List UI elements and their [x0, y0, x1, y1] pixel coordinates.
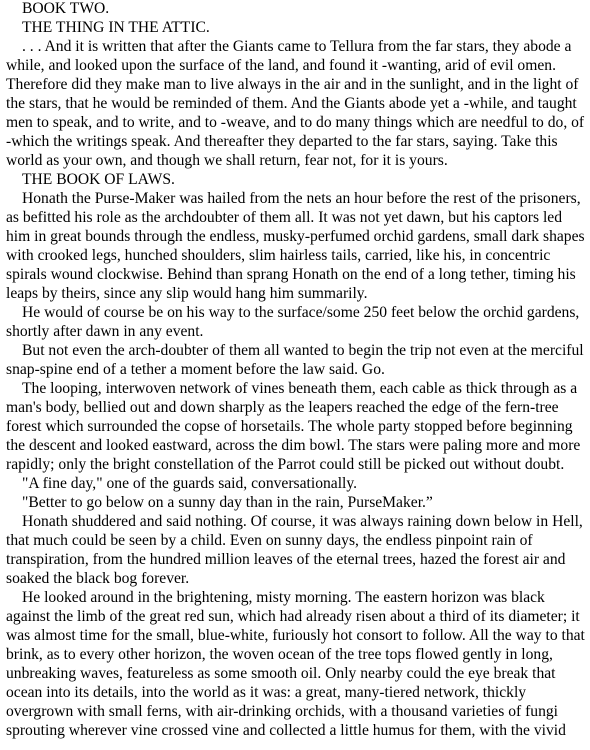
epigraph-source: THE BOOK OF LAWS. [22, 171, 175, 188]
dialogue-paragraph: "A fine day," one of the guards said, conversationally. [22, 475, 358, 492]
body-paragraph: He would of course be on his way to the surface/some 250 feet below the orchid gardens, shortly after dawn in any event. [6, 304, 580, 340]
document-page [6, 0, 586, 740]
body-paragraph: The looping, interwoven network of vines beneath them, each cable as thick through as a man's body, bellied out and down sharply as the leapers reached the edge of the fern-tree forest which surrounded the copse of horsetails. The whole party stopped before beginning the descent and looked eastward, across the dim bowl. The stars were paling more and more rapidly; only the bright constellation of the Parrot could still be picked out without doubt. [6, 380, 581, 473]
epigraph-paragraph: . . . And it is written that after the Giants came to Tellura from the far stars, they abode a while, and looked upon the surface of the land, and found it -wanting, arid of evil omen. Therefore did they make man to live always in the air and in the sunlight, and in the light of the stars, that he would be reminded of them. And the Giants abode yet a -while, and taught men to speak, and to write, and to -weave, and to do many things which are needful to do, of -which the writings speak. And thereafter they departed to the far stars, saying. Take this world as your own, and though we shall return, fear not, for it is yours. [6, 38, 585, 169]
body-paragraph: But not even the arch-doubter of them all wanted to begin the trip not even at the merciful snap-spine end of a tether a moment before the law said. Go. [6, 342, 584, 378]
body-paragraph: He looked around in the brightening, misty morning. The eastern horizon was black against the limb of the great red sun, which had already risen about a third of its diameter; it was almost time for the small, blue-white, furiously hot consort to follow. All the way to that brink, as to every other horizon, the woven ocean of the tree tops flowed gently in long, unbreaking waves, featureless as some smooth oil. Only nearby could the eye break that ocean into its details, into the world as it was: a great, many-tiered network, thickly overgrown with small ferns, with air-drinking orchids, with a thousand varieties of fungi sprouting wherever vine crossed vine and collected a little humus for them, with the vivid [6, 589, 585, 739]
dialogue-paragraph: "Better to go below on a sunny day than in the rain, PurseMaker.” [22, 494, 433, 511]
body-paragraph: Honath shuddered and said nothing. Of course, it was always raining down below in Hell, that much could be seen by a child. Even on sunny days, the endless pinpoint rain of transpiration, from the hundred million leaves of the eternal trees, hazed the forest air and soaked the black bog forever. [6, 513, 583, 587]
chapter-heading: THE THING IN THE ATTIC. [22, 19, 210, 36]
body-paragraph: Honath the Purse-Maker was hailed from the nets an hour before the rest of the prisoners, as befitted his role as the archdoubter of them all. It was not yet dawn, but his captors led him in great bounds through the endless, musky-perfumed orchid gardens, small dark shapes with crooked legs, hunched shoulders, slim hairless tails, carried, like his, in concentric spirals wound clockwise. Behind than sprang Honath on the end of a long tether, timing his leaps by theirs, since any slip would hang him summarily. [6, 190, 585, 302]
book-heading: BOOK TWO. [22, 0, 110, 17]
